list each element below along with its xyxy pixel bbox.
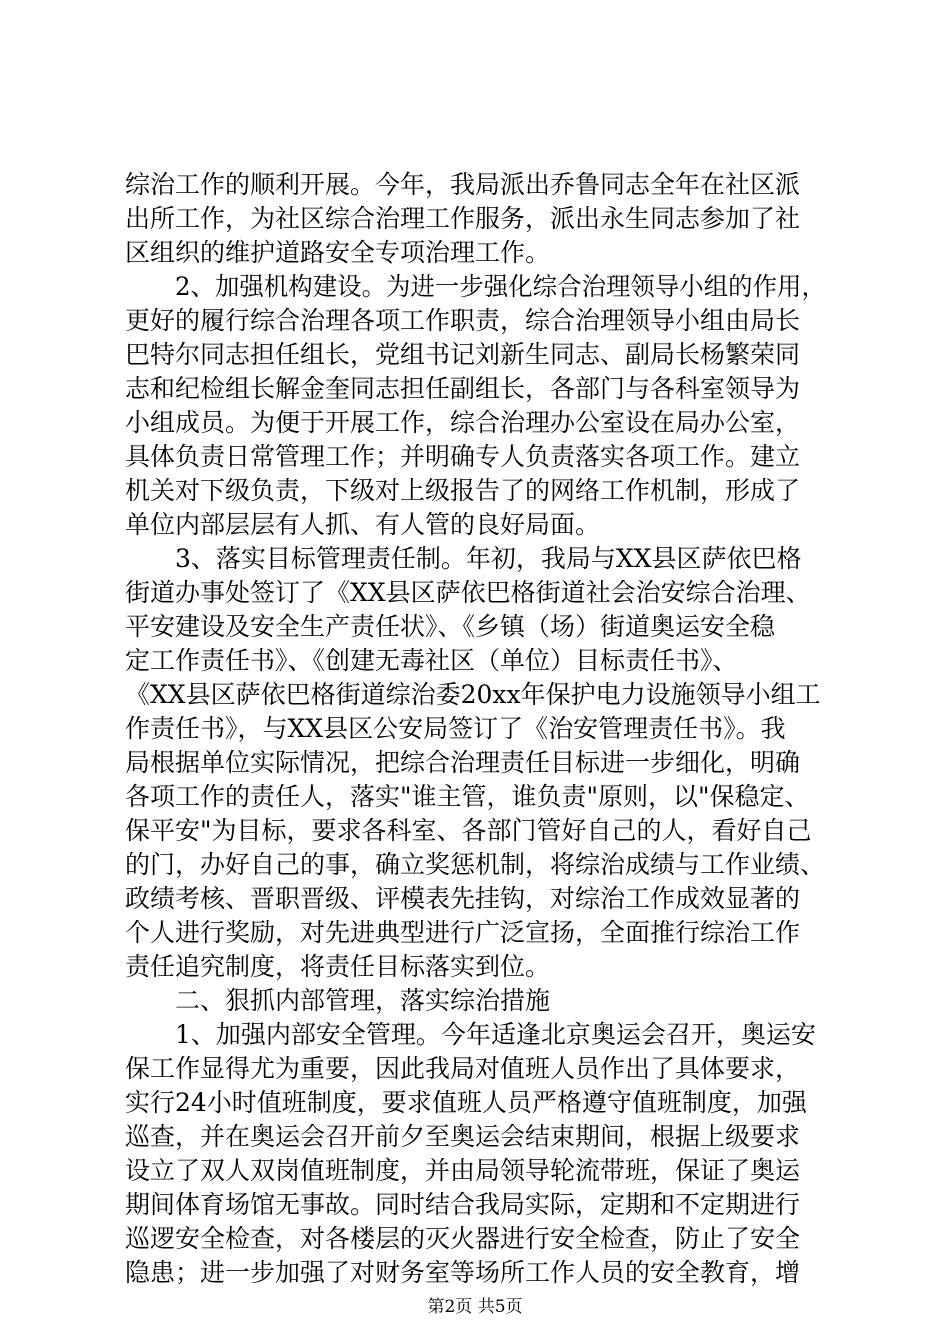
body-line: 保工作显得尤为重要，因此我局对值班人员作出了具体要求， bbox=[125, 1054, 801, 1083]
body-line: 小组成员。为便于开展工作，综合治理办公室设在局办公室， bbox=[125, 408, 801, 437]
body-line: 巴特尔同志担任组长，党组书记刘新生同志、副局长杨繁荣同 bbox=[125, 340, 801, 369]
body-line: 隐患；进一步加强了对财务室等场所工作人员的安全教育，增 bbox=[125, 1258, 801, 1287]
body-line: 区组织的维护道路安全专项治理工作。 bbox=[125, 238, 551, 267]
body-line: 《XX县区萨依巴格街道综治委20xx年保护电力设施领导小组工 bbox=[125, 680, 821, 709]
body-line: 实行24小时值班制度，要求值班人员严格遵守值班制度，加强 bbox=[125, 1088, 807, 1117]
body-line: 3、落实目标管理责任制。年初，我局与XX县区萨依巴格 bbox=[175, 544, 802, 573]
section-heading: 二、狠抓内部管理，落实综治措施 bbox=[175, 986, 551, 1015]
body-line: 巡逻安全检查，对各楼层的灭火器进行安全检查，防止了安全 bbox=[125, 1224, 801, 1253]
body-line: 平安建设及安全生产责任状》、《乡镇（场）街道奥运安全稳 bbox=[125, 612, 776, 641]
body-line: 设立了双人双岗值班制度，并由局领导轮流带班，保证了奥运 bbox=[125, 1156, 801, 1185]
body-line: 街道办事处签订了《XX县区萨依巴格街道社会治安综合治理、 bbox=[125, 578, 811, 607]
body-line: 志和纪检组长解金奎同志担任副组长，各部门与各科室领导为 bbox=[125, 374, 801, 403]
body-line: 作责任书》，与XX县区公安局签订了《治安管理责任书》。我 bbox=[125, 714, 786, 743]
body-line: 保平安"为目标，要求各科室、各部门管好自己的人，看好自己 bbox=[125, 816, 812, 845]
body-line: 政绩考核、晋职晋级、评模表先挂钩，对综治工作成效显著的 bbox=[125, 884, 801, 913]
body-line: 的门，办好自己的事，确立奖惩机制，将综治成绩与工作业绩、 bbox=[125, 850, 826, 879]
body-line: 2、加强机构建设。为进一步强化综合治理领导小组的作用， bbox=[175, 272, 826, 301]
body-line: 更好的履行综合治理各项工作职责，综合治理领导小组由局长 bbox=[125, 306, 801, 335]
body-line: 单位内部层层有人抓、有人管的良好局面。 bbox=[125, 510, 601, 539]
body-line: 个人进行奖励，对先进典型进行广泛宣扬，全面推行综治工作 bbox=[125, 918, 801, 947]
page-footer: 第2页 共5页 bbox=[427, 1297, 523, 1317]
body-line: 巡查，并在奥运会召开前夕至奥运会结束期间，根据上级要求 bbox=[125, 1122, 801, 1151]
body-line: 局根据单位实际情况，把综合治理责任目标进一步细化，明确 bbox=[125, 748, 801, 777]
body-line: 1、加强内部安全管理。今年适逢北京奥运会召开，奥运安 bbox=[175, 1020, 816, 1049]
body-line: 出所工作，为社区综合治理工作服务，派出永生同志参加了社 bbox=[125, 204, 801, 233]
body-line: 综治工作的顺利开展。今年，我局派出乔鲁同志全年在社区派 bbox=[125, 170, 801, 199]
body-line: 期间体育场馆无事故。同时结合我局实际，定期和不定期进行 bbox=[125, 1190, 801, 1219]
body-line: 各项工作的责任人，落实"谁主管，谁负责"原则，以"保稳定、 bbox=[125, 782, 810, 811]
body-line: 机关对下级负责，下级对上级报告了的网络工作机制，形成了 bbox=[125, 476, 801, 505]
body-line: 责任追究制度，将责任目标落实到位。 bbox=[125, 952, 551, 981]
body-line: 定工作责任书》、《创建无毒社区（单位）目标责任书》、 bbox=[125, 646, 738, 675]
body-line: 具体负责日常管理工作；并明确专人负责落实各项工作。建立 bbox=[125, 442, 801, 471]
